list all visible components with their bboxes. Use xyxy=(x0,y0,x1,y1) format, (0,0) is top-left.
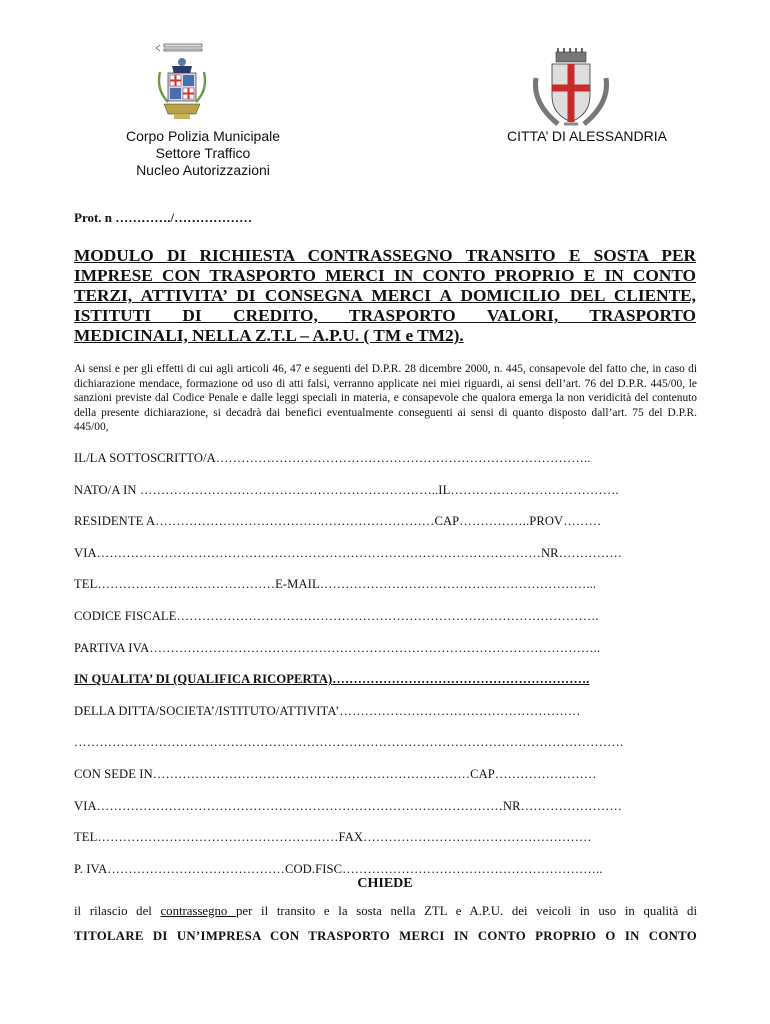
polizia-municipale-emblem-icon xyxy=(146,40,218,122)
request-underlined: contrassegno xyxy=(160,904,237,918)
field-residente[interactable]: RESIDENTE A…………………………………………………………CAP……………..PROV……… xyxy=(74,514,602,529)
field-qualifica[interactable]: IN QUALITA’ DI (QUALIFICA RICOPERTA)……………………………………………………. xyxy=(74,672,590,687)
field-ditta[interactable]: DELLA DITTA/SOCIETA’/ISTITUTO/ATTIVITA’………………………………………………… xyxy=(74,703,581,718)
field-sottoscritto[interactable]: IL/LA SOTTOSCRITTO/A…………………………………………………………………………….. xyxy=(74,451,591,465)
field-sede-tel-fax[interactable]: TEL…………………………………………………FAX……………………………………………… xyxy=(74,830,592,845)
request-text-rest: per il transito e la sosta nella ZTL e A.P.U. dei veicoli in uso in qualità di xyxy=(236,904,697,918)
field-partita-iva[interactable]: PARTIVA IVA…………………………………………………………………………………………….. xyxy=(74,640,601,655)
field-piva-codfisc[interactable]: P. IVA……………………………………COD.FISC…………………………………………………….. xyxy=(74,861,603,876)
office-line: Settore Traffico xyxy=(155,145,251,161)
field-ditta-continued[interactable]: …………………………………………………………………………………………………………………. xyxy=(74,735,624,750)
issuing-office xyxy=(96,128,310,179)
field-sede[interactable]: CON SEDE IN…………………………………………………………………CAP…………………… xyxy=(74,766,597,781)
alessandria-coat-of-arms-icon xyxy=(528,48,614,128)
title-line: MEDICINALI, NELLA Z.T.L – A.P.U. ( TM e TM2). xyxy=(74,326,464,345)
field-codice-fiscale[interactable]: CODICE FISCALE………………………………………………………………………………………. xyxy=(74,608,599,623)
protocol-number: Prot. n …………./……………… xyxy=(74,210,253,225)
applicant-fields xyxy=(74,450,697,892)
request-sentence xyxy=(74,904,697,919)
title-line: TERZI, ATTIVITA’ DI CONSEGNA MERCI A DOMICILIO DEL CLIENTE, xyxy=(74,286,696,305)
title-line: MODULO DI RICHIESTA CONTRASSEGNO TRANSITO E SOSTA PER xyxy=(74,246,696,265)
form-title xyxy=(74,246,696,346)
legal-declaration: Ai sensi e per gli effetti di cui agli articoli 46, 47 e seguenti del D.P.R. 28 dicembre 2000, n. 445, consapevole del fatto che, in caso di dichiarazione mendace, formazione od uso di atti falsi, verranno applicate nei miei riguardi, ai sensi dell’art. 76 del D.P.R. 445/00, le sanzioni previste dal Codice Penale e dalle leggi speciali in materia, e consapevole che qualora emerga la non veridicità del contenuto della presente dichiarazione, si decadrà dai benefici eventualmente conseguenti ai sensi di quanto disposto dall’art. 75 del D.P.R. 445/00, xyxy=(74,363,697,434)
field-nato-in[interactable]: NATO/A IN ……………………………………………………………..IL…………………………………. xyxy=(74,482,619,497)
field-tel-email[interactable]: TEL……………………………………E-MAIL………………………………………………………... xyxy=(74,577,597,592)
title-line: ISTITUTI DI CREDITO, TRASPORTO VALORI, TRASPORTO xyxy=(74,306,696,325)
field-via[interactable]: VIA……………………………………………………………………………………………NR…………… xyxy=(74,545,623,560)
office-line: Nucleo Autorizzazioni xyxy=(136,162,270,178)
request-text: il rilascio del xyxy=(74,904,161,918)
office-line: Corpo Polizia Municipale xyxy=(125,128,281,144)
city-name: CITTA’ DI ALESSANDRIA xyxy=(507,128,667,144)
title-line: IMPRESE CON TRASPORTO MERCI IN CONTO PROPRIO E IN CONTO xyxy=(74,266,696,285)
field-sede-via[interactable]: VIA……………………………………………………………………………………NR…………………… xyxy=(74,798,623,813)
request-category: TITOLARE DI UN’IMPRESA CON TRASPORTO MERCI IN CONTO PROPRIO O IN CONTO xyxy=(74,929,697,943)
section-heading-chiede: CHIEDE xyxy=(357,876,413,891)
